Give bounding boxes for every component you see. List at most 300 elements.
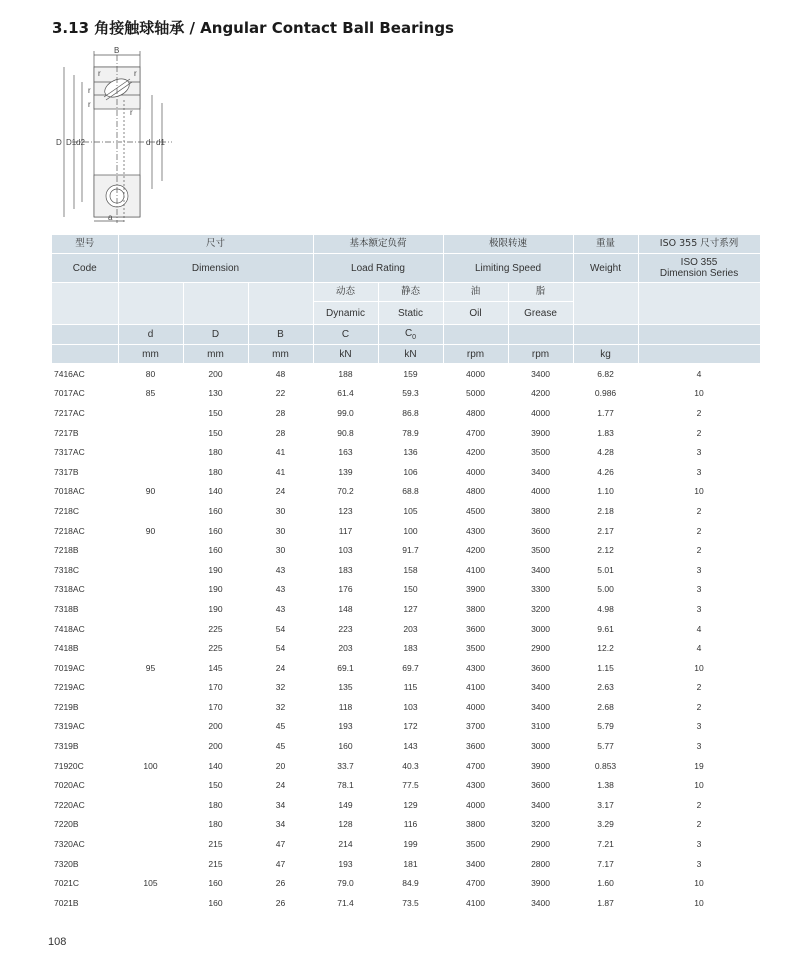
cell-big-d: 180 [208,447,223,458]
cell-d: 105 [143,878,158,889]
cell-static-c0: 150 [403,584,418,595]
cell-static-c0: 78.9 [402,427,419,438]
cell-big-d: 160 [208,897,223,908]
cell-iso-series: 10 [694,897,704,908]
cell-grease-speed: 3800 [531,505,550,516]
page-number: 108 [48,936,67,948]
cell-oil-speed: 5000 [466,388,485,399]
cell-weight: 5.00 [597,584,614,595]
cell-dynamic-c: 193 [338,858,353,869]
header-speed-cn: 极限转速 [443,235,573,254]
cell-dynamic-c: 128 [338,819,353,830]
cell-big-d: 190 [208,603,223,614]
cell-static-c0: 199 [403,839,418,850]
cell-weight: 7.17 [597,858,614,869]
figure-label-d: d [146,138,151,147]
cell-oil-speed: 4100 [466,897,485,908]
cell-weight: 2.68 [597,701,614,712]
cell-big-d: 145 [208,662,223,673]
table-row [52,560,760,580]
figure-label-r1: r [98,69,101,78]
cell-code: 7019AC [54,662,85,673]
cell-static-c0: 183 [403,643,418,654]
header-symbol-D: D [183,325,248,345]
cell-static-c0: 127 [403,603,418,614]
cell-static-c0: 172 [403,721,418,732]
cell-oil-speed: 4700 [466,878,485,889]
cell-weight: 5.79 [597,721,614,732]
header-empty-weight-sym [573,325,638,345]
cell-code: 7317B [54,466,79,477]
header-empty-B [248,283,313,325]
figure-label-r2: r [134,69,137,78]
cell-oil-speed: 4000 [466,799,485,810]
table-row [52,580,760,600]
cell-oil-speed: 4300 [466,662,485,673]
cell-grease-speed: 3900 [531,878,550,889]
cell-b: 41 [275,466,286,477]
cell-static-c0: 86.8 [402,407,419,418]
table-row [52,638,760,658]
cell-dynamic-c: 183 [338,564,353,575]
cell-big-d: 200 [208,741,223,752]
cell-big-d: 160 [208,525,223,536]
cell-grease-speed: 2900 [531,643,550,654]
header-unit-D: mm [183,345,248,364]
cell-d [118,834,183,854]
cell-b: 32 [275,701,286,712]
cell-weight: 3.29 [597,819,614,830]
cell-weight: 2.18 [597,505,614,516]
cell-d [118,795,183,815]
cell-dynamic-c: 135 [338,682,353,693]
cell-weight: 4.26 [597,466,614,477]
cell-iso-series: 2 [696,525,702,536]
cell-big-d: 200 [208,368,223,379]
cell-big-d: 160 [208,878,223,889]
cell-oil-speed: 4300 [466,780,485,791]
cell-oil-speed: 3800 [466,819,485,830]
cell-static-c0: 159 [403,368,418,379]
header-empty-iso [638,283,760,325]
cell-oil-speed: 3600 [466,623,485,634]
cell-grease-speed: 3400 [531,682,550,693]
header-symbol-B: B [248,325,313,345]
cell-code: 7021C [54,878,80,889]
cell-b: 45 [275,721,286,732]
cell-code: 7220B [54,819,79,830]
header-weight-cn: 重量 [573,235,638,254]
cell-b: 41 [275,447,286,458]
table-row [52,540,760,560]
cell-oil-speed: 4100 [466,682,485,693]
figure-label-r4: r [88,100,91,109]
cell-iso-series: 3 [696,839,702,850]
cell-b: 24 [275,780,286,791]
header-dynamic-en: Dynamic [313,302,378,325]
header-dynamic-cn: 动态 [313,283,378,302]
cell-dynamic-c: 90.8 [337,427,354,438]
cell-big-d: 225 [208,623,223,634]
header-unit-d: mm [118,345,183,364]
cell-grease-speed: 3000 [531,623,550,634]
cell-weight: 6.82 [597,368,614,379]
bearing-specifications-table [52,235,761,913]
cell-d [118,403,183,423]
cell-d [118,540,183,560]
cell-d [118,501,183,521]
cell-dynamic-c: 71.4 [337,897,354,908]
table-row [52,521,760,541]
cell-b: 26 [275,897,286,908]
table-row [52,599,760,619]
cell-oil-speed: 4000 [466,466,485,477]
cell-static-c0: 91.7 [402,545,419,556]
header-empty-grease-sym [508,325,573,345]
cell-iso-series: 2 [696,799,702,810]
cell-weight: 3.17 [597,799,614,810]
table-row [52,795,760,815]
header-load-en: Load Rating [313,254,443,283]
cell-d: 90 [145,525,156,536]
cell-oil-speed: 3500 [466,643,485,654]
cell-big-d: 160 [208,505,223,516]
cell-dynamic-c: 163 [338,447,353,458]
cell-oil-speed: 4100 [466,564,485,575]
cell-iso-series: 4 [696,643,702,654]
cell-grease-speed: 3400 [531,564,550,575]
cell-code: 7320AC [54,839,85,850]
cell-grease-speed: 3400 [531,897,550,908]
cell-grease-speed: 4000 [531,486,550,497]
cell-oil-speed: 3500 [466,839,485,850]
cell-grease-speed: 3900 [531,760,550,771]
cell-iso-series: 10 [694,878,704,889]
cell-b: 30 [275,545,286,556]
header-iso-en: ISO 355 Dimension Series [638,254,760,283]
cell-b: 28 [275,427,286,438]
cell-b: 45 [275,741,286,752]
cell-code: 7418B [54,643,79,654]
cell-dynamic-c: 99.0 [337,407,354,418]
cell-d [118,893,183,913]
cell-b: 54 [275,643,286,654]
cell-b: 22 [275,388,286,399]
cell-iso-series: 19 [694,760,704,771]
header-symbol-C0-base: C [404,327,413,339]
cell-big-d: 170 [208,701,223,712]
cell-grease-speed: 3600 [531,780,550,791]
header-empty-iso-unit [638,345,760,364]
cell-grease-speed: 3200 [531,603,550,614]
table-row [52,873,760,893]
cell-big-d: 150 [208,427,223,438]
cell-d: 85 [145,388,156,399]
cell-d [118,619,183,639]
cell-static-c0: 106 [403,466,418,477]
cell-static-c0: 105 [403,505,418,516]
cell-b: 26 [275,878,286,889]
header-empty-iso-sym [638,325,760,345]
cell-iso-series: 2 [696,545,702,556]
table-row [52,736,760,756]
cell-grease-speed: 3900 [531,427,550,438]
cell-d [118,854,183,874]
cell-weight: 12.2 [597,643,614,654]
table-row [52,775,760,795]
cell-iso-series: 2 [696,427,702,438]
figure-label-d1: d1 [156,138,165,147]
cell-static-c0: 59.3 [402,388,419,399]
cell-oil-speed: 4000 [466,701,485,712]
cell-dynamic-c: 78.1 [337,780,354,791]
cell-b: 34 [275,799,286,810]
cell-b: 47 [275,858,286,869]
cell-code: 7218AC [54,525,85,536]
cell-dynamic-c: 139 [338,466,353,477]
header-empty-D [183,283,248,325]
cell-oil-speed: 4700 [466,427,485,438]
cell-code: 7021B [54,897,79,908]
cell-oil-speed: 4200 [466,447,485,458]
cell-iso-series: 3 [696,741,702,752]
cell-weight: 4.98 [597,603,614,614]
header-empty-oil-sym [443,325,508,345]
cell-iso-series: 10 [694,662,704,673]
cell-big-d: 180 [208,819,223,830]
cell-d [118,560,183,580]
cell-b: 30 [275,525,286,536]
cell-d [118,599,183,619]
cell-big-d: 180 [208,799,223,810]
cell-dynamic-c: 103 [338,545,353,556]
cell-code: 7217AC [54,407,85,418]
cell-big-d: 160 [208,545,223,556]
cell-d [118,638,183,658]
cell-b: 34 [275,819,286,830]
cell-d [118,775,183,795]
cell-grease-speed: 3600 [531,525,550,536]
header-speed-en: Limiting Speed [443,254,573,283]
cell-big-d: 150 [208,407,223,418]
table-row [52,501,760,521]
header-model-cn: 型号 [52,235,118,254]
table-row [52,717,760,737]
table-row [52,834,760,854]
header-oil-en: Oil [443,302,508,325]
header-iso-cn: ISO 355 尺寸系列 [638,235,760,254]
cell-d: 100 [143,760,158,771]
cell-static-c0: 136 [403,447,418,458]
header-weight-en: Weight [573,254,638,283]
cell-oil-speed: 3800 [466,603,485,614]
cell-static-c0: 40.3 [402,760,419,771]
cell-weight: 1.60 [597,878,614,889]
header-unit-C0: kN [378,345,443,364]
cell-code: 7218B [54,545,79,556]
header-grease-en: Grease [508,302,573,325]
cell-iso-series: 10 [694,780,704,791]
header-unit-grease: rpm [508,345,573,364]
cell-b: 30 [275,505,286,516]
cell-grease-speed: 3500 [531,447,550,458]
header-symbol-C: C [313,325,378,345]
cell-static-c0: 100 [403,525,418,536]
cell-b: 24 [275,486,286,497]
table-row [52,678,760,698]
cell-weight: 5.01 [597,564,614,575]
cell-static-c0: 68.8 [402,486,419,497]
cell-d [118,736,183,756]
cell-grease-speed: 3400 [531,799,550,810]
cell-oil-speed: 3700 [466,721,485,732]
cell-weight: 1.87 [597,897,614,908]
cell-weight: 2.63 [597,682,614,693]
table-row [52,462,760,482]
header-model-en: Code [52,254,118,283]
table-row [52,364,760,384]
cell-static-c0: 115 [403,682,418,693]
cell-grease-speed: 3100 [531,721,550,732]
cell-grease-speed: 3400 [531,701,550,712]
cell-d [118,423,183,443]
cell-oil-speed: 4200 [466,545,485,556]
header-empty-model [52,283,118,325]
cell-d [118,462,183,482]
cell-oil-speed: 3400 [466,858,485,869]
cell-code: 7318AC [54,584,85,595]
cell-d [118,442,183,462]
cell-iso-series: 4 [696,368,702,379]
cell-big-d: 130 [208,388,223,399]
table-row [52,893,760,913]
cell-iso-series: 3 [696,721,702,732]
cell-grease-speed: 3600 [531,662,550,673]
cell-weight: 1.83 [597,427,614,438]
cell-big-d: 170 [208,682,223,693]
cell-code: 7018AC [54,486,85,497]
cell-dynamic-c: 203 [338,643,353,654]
table-row [52,482,760,502]
cell-dynamic-c: 61.4 [337,388,354,399]
cell-b: 43 [275,603,286,614]
cell-b: 43 [275,584,286,595]
cell-code: 7317AC [54,447,85,458]
cell-big-d: 140 [208,486,223,497]
table-row [52,658,760,678]
cell-code: 7020AC [54,780,85,791]
cell-dynamic-c: 148 [338,603,353,614]
cell-weight: 4.28 [597,447,614,458]
cell-iso-series: 2 [696,407,702,418]
cell-iso-series: 3 [696,603,702,614]
header-oil-cn: 油 [443,283,508,302]
cell-code: 7318C [54,564,80,575]
cell-weight: 1.38 [597,780,614,791]
cell-weight: 1.10 [597,486,614,497]
cell-oil-speed: 4800 [466,486,485,497]
cell-code: 7218C [54,505,80,516]
cell-iso-series: 3 [696,858,702,869]
header-unit-B: mm [248,345,313,364]
cell-iso-series: 2 [696,505,702,516]
cell-oil-speed: 3600 [466,741,485,752]
cell-dynamic-c: 160 [338,741,353,752]
cell-grease-speed: 3400 [531,466,550,477]
header-empty-d [118,283,183,325]
cell-static-c0: 203 [403,623,418,634]
cell-iso-series: 10 [694,388,704,399]
cell-static-c0: 143 [403,741,418,752]
figure-label-d2: d2 [76,138,85,147]
header-load-cn: 基本额定负荷 [313,235,443,254]
cell-grease-speed: 3000 [531,741,550,752]
header-symbol-d: d [118,325,183,345]
header-dimension-cn: 尺寸 [118,235,313,254]
cell-dynamic-c: 118 [338,701,353,712]
cell-dynamic-c: 176 [338,584,353,595]
header-empty-weight [573,283,638,325]
cell-grease-speed: 3500 [531,545,550,556]
cell-big-d: 150 [208,780,223,791]
cell-iso-series: 2 [696,701,702,712]
header-grease-cn: 脂 [508,283,573,302]
cell-code: 7219B [54,701,79,712]
figure-label-r5: r [130,108,133,117]
table-row [52,403,760,423]
cell-weight: 5.77 [597,741,614,752]
cell-code: 7017AC [54,388,85,399]
cell-big-d: 140 [208,760,223,771]
table-row [52,384,760,404]
cell-b: 43 [275,564,286,575]
cell-dynamic-c: 223 [338,623,353,634]
cell-static-c0: 77.5 [402,780,419,791]
header-static-cn: 静态 [378,283,443,302]
header-unit-C: kN [313,345,378,364]
cell-code: 7220AC [54,799,85,810]
header-unit-weight: kg [573,345,638,364]
header-unit-oil: rpm [443,345,508,364]
cell-d: 95 [145,662,156,673]
cell-dynamic-c: 69.1 [337,662,354,673]
cell-iso-series: 10 [694,486,704,497]
figure-label-r3: r [88,86,91,95]
cell-static-c0: 69.7 [402,662,419,673]
cell-dynamic-c: 214 [338,839,353,850]
cell-static-c0: 129 [403,799,418,810]
cell-static-c0: 84.9 [402,878,419,889]
cell-oil-speed: 3900 [466,584,485,595]
cell-oil-speed: 4500 [466,505,485,516]
table-row [52,619,760,639]
cell-iso-series: 3 [696,447,702,458]
cell-d [118,697,183,717]
header-symbol-C0 [378,325,443,345]
cell-static-c0: 158 [403,564,418,575]
cell-iso-series: 3 [696,564,702,575]
figure-label-d1-big: D1 [66,138,77,147]
cell-weight: 1.15 [597,662,614,673]
cell-code: 7318B [54,603,79,614]
cell-b: 28 [275,407,286,418]
cell-static-c0: 103 [403,701,418,712]
figure-label-big-d: D [56,138,62,147]
table-row [52,697,760,717]
cell-b: 24 [275,662,286,673]
cell-big-d: 190 [208,564,223,575]
page-title: 3.13 角接触球轴承 / Angular Contact Ball Bearings [52,19,454,37]
